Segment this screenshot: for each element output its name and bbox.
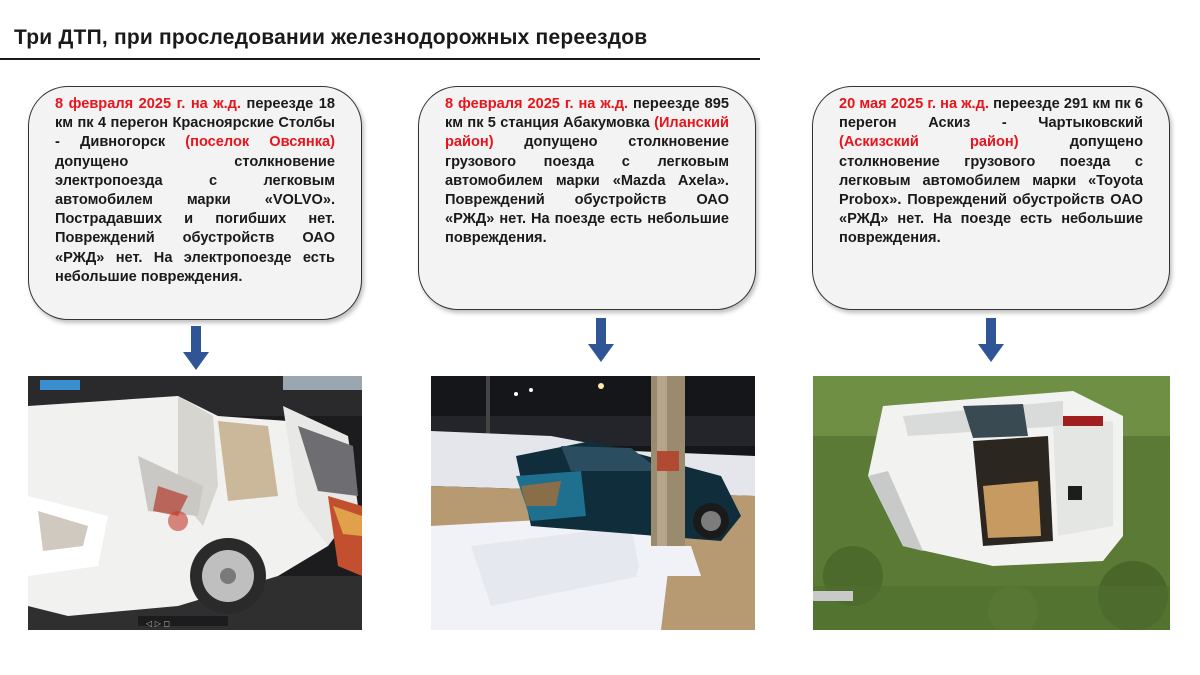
incident-photo-3 [813,376,1170,630]
incident-date: 20 мая 2025 г. на ж.д. [839,96,989,112]
title-underline [0,58,760,60]
incident-description: допущено столкновение грузового поезда с легковым автомобилем марки «Mazda Axela». Повреждений обустройств ОАО «РЖД» нет. На поезде есть небольшие повреждения. [445,134,729,247]
incident-district: (поселок Овсянка) [185,134,335,151]
arrow-down-icon [183,326,209,370]
arrow-down-icon [588,318,614,362]
overturned-white-car-photo-icon [813,376,1170,630]
incident-date: 8 февраля 2025 г. на ж.д. [55,96,241,112]
incident-description: допущено столкновение электропоезда с легковым автомобилем марки «VOLVO». Пострадавших и погибших нет. Повреждений обустройств ОАО «РЖД» нет. На электропоезде есть небольшие повреждения. [55,153,335,285]
incident-district: (Аскизский район) [839,134,1019,151]
white-car-damage-photo-icon [28,376,362,630]
incident-photo-1 [28,376,362,630]
incident-date: 8 февраля 2025 г. на ж.д. [445,96,629,112]
incident-location: переезде 18 км пк 4 перегон Красноярские Столбы - Дивногорск [55,96,335,151]
page-title: Три ДТП, при проследовании железнодорожных переездов [14,26,648,49]
incident-location: переезде 895 км пк 5 станция Абакумовка [445,96,729,132]
incident-card-1 [28,86,362,320]
incident-location: переезде 291 км пк 6 перегон Аскиз - Чартыковский [839,96,1143,132]
incident-district: (Иланский район) [445,115,729,151]
incident-description: допущено столкновение грузового поезда с легковым автомобилем марки «Toyota Probox». Повреждений обустройств ОАО «РЖД» нет. На поезде есть небольшие повреждения. [839,134,1143,247]
incident-card-3 [812,86,1170,310]
blue-car-at-pole-photo-icon [431,376,755,630]
incident-card-2 [418,86,756,310]
incident-photo-2 [431,376,755,630]
arrow-down-icon [978,318,1004,362]
svg-text:◁ ▷ ◻: ◁ ▷ ◻ [146,619,171,628]
